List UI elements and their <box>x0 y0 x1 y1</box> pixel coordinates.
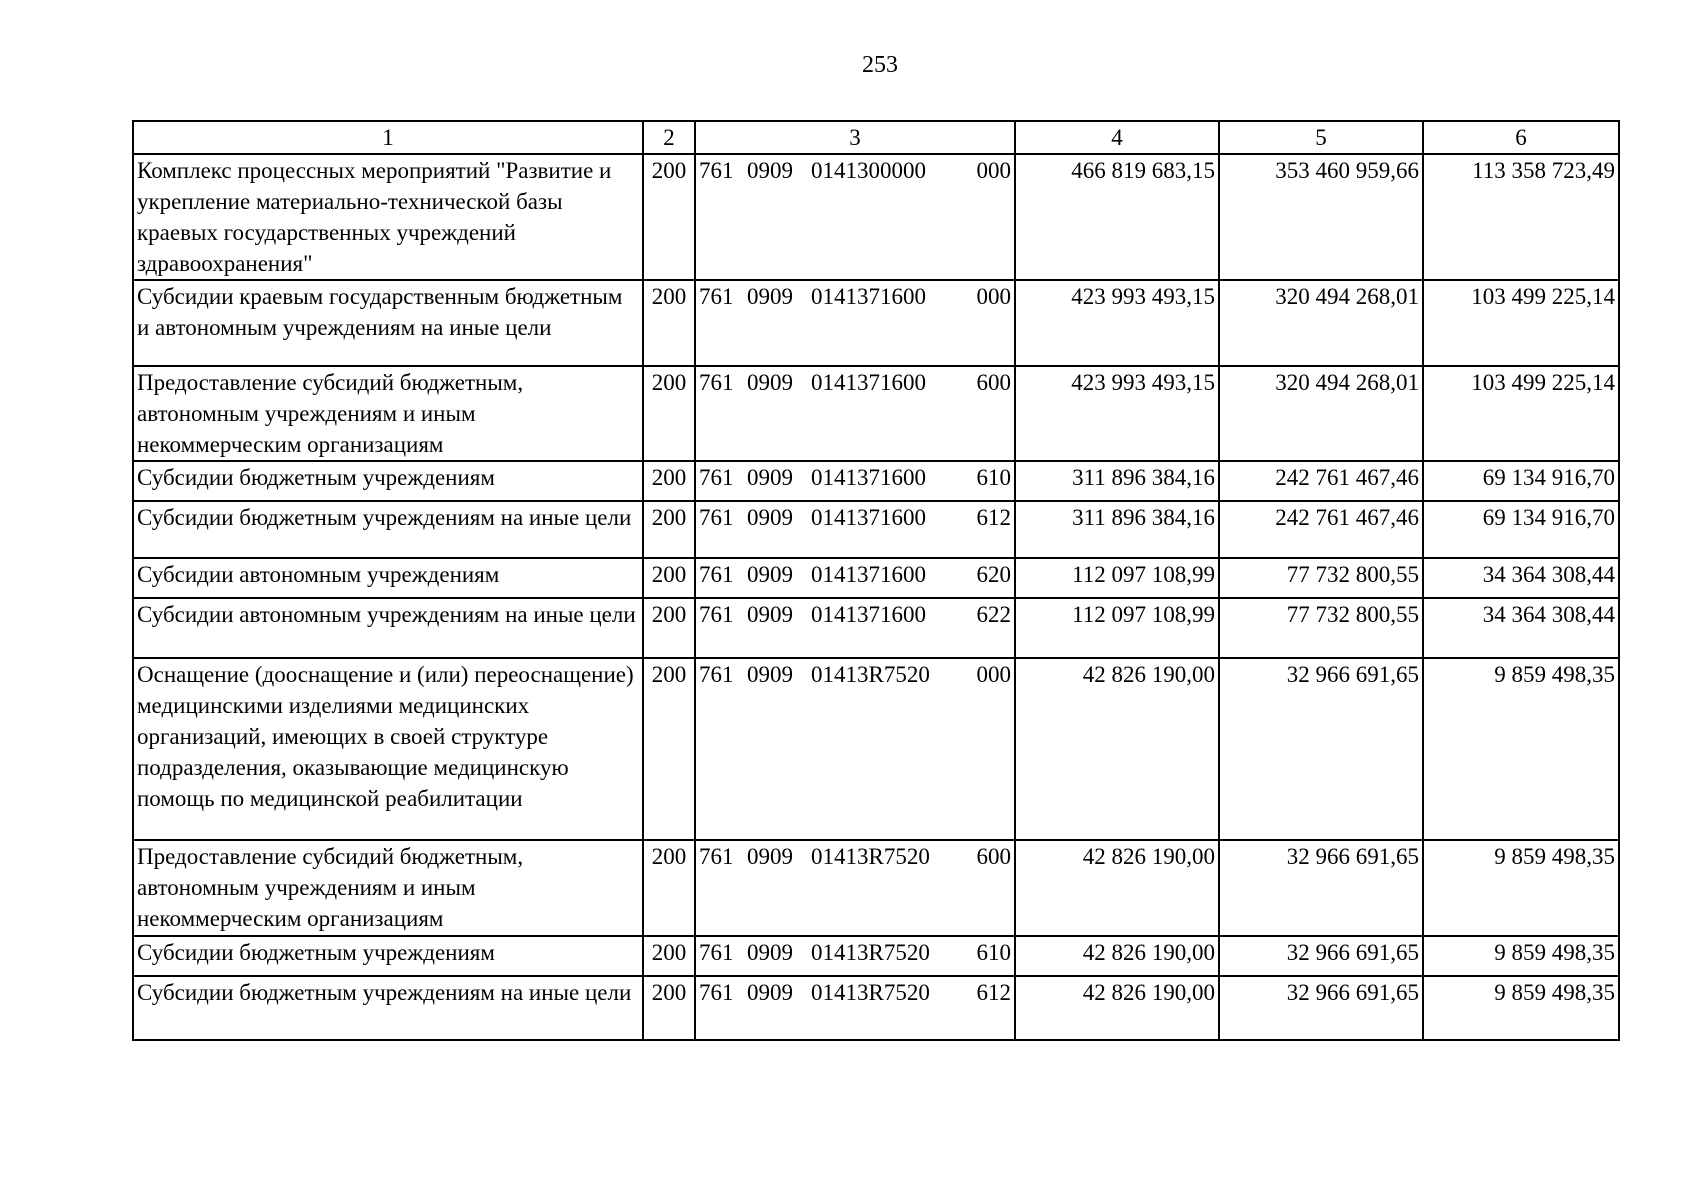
code-expense-type: 600 <box>976 370 1011 395</box>
code-expense-type: 610 <box>976 465 1011 490</box>
row-name: Предоставление субсидий бюджетным, автономным учреждениям и иным некоммерческим организациям <box>133 840 643 936</box>
code-target-article: 01413R7520 <box>811 844 930 869</box>
code-glava: 761 <box>699 158 734 183</box>
code-target-article: 0141371600 <box>811 505 926 530</box>
row-name: Оснащение (дооснащение и (или) переоснащение) медицинскими изделиями медицинских организаций, имеющих в своей структуре подразделения, оказывающие медицинскую помощь по медицинской реабилитации <box>133 658 643 840</box>
code-target-article: 01413R7520 <box>811 940 930 965</box>
row-value-6: 69 134 916,70 <box>1423 501 1619 558</box>
row-col2: 200 <box>643 461 695 501</box>
code-section: 0909 <box>747 158 793 183</box>
row-value-5: 353 460 959,66 <box>1219 154 1423 280</box>
row-code <box>695 976 1015 1040</box>
code-expense-type: 620 <box>976 562 1011 587</box>
row-code <box>695 936 1015 976</box>
row-col2: 200 <box>643 936 695 976</box>
table-row <box>133 558 1619 598</box>
code-section: 0909 <box>747 662 793 687</box>
row-name: Субсидии бюджетным учреждениям <box>133 936 643 976</box>
page-number: 253 <box>862 52 898 78</box>
row-value-6: 9 859 498,35 <box>1423 936 1619 976</box>
table-row <box>133 461 1619 501</box>
row-value-5: 77 732 800,55 <box>1219 598 1423 658</box>
code-expense-type: 610 <box>976 940 1011 965</box>
row-col2: 200 <box>643 154 695 280</box>
table-row <box>133 598 1619 658</box>
row-code <box>695 558 1015 598</box>
header-cell-1: 1 <box>133 121 643 154</box>
code-section: 0909 <box>747 370 793 395</box>
table-row <box>133 154 1619 280</box>
code-section: 0909 <box>747 844 793 869</box>
row-value-6: 103 499 225,14 <box>1423 366 1619 461</box>
code-glava: 761 <box>699 844 734 869</box>
code-section: 0909 <box>747 940 793 965</box>
code-glava: 761 <box>699 505 734 530</box>
row-value-4: 42 826 190,00 <box>1015 658 1219 840</box>
row-code <box>695 461 1015 501</box>
row-code <box>695 598 1015 658</box>
code-target-article: 01413R7520 <box>811 980 930 1005</box>
code-target-article: 0141300000 <box>811 158 926 183</box>
row-value-4: 112 097 108,99 <box>1015 598 1219 658</box>
row-value-6: 103 499 225,14 <box>1423 280 1619 366</box>
row-value-6: 113 358 723,49 <box>1423 154 1619 280</box>
header-cell-3: 3 <box>695 121 1015 154</box>
table-row <box>133 501 1619 558</box>
row-col2: 200 <box>643 976 695 1040</box>
code-section: 0909 <box>747 505 793 530</box>
code-section: 0909 <box>747 465 793 490</box>
header-cell-5: 5 <box>1219 121 1423 154</box>
row-name: Субсидии автономным учреждениям на иные цели <box>133 598 643 658</box>
code-target-article: 0141371600 <box>811 370 926 395</box>
code-target-article: 0141371600 <box>811 284 926 309</box>
code-section: 0909 <box>747 980 793 1005</box>
table-row <box>133 976 1619 1040</box>
row-value-6: 34 364 308,44 <box>1423 558 1619 598</box>
row-value-5: 320 494 268,01 <box>1219 280 1423 366</box>
code-target-article: 01413R7520 <box>811 662 930 687</box>
row-col2: 200 <box>643 366 695 461</box>
row-value-4: 311 896 384,16 <box>1015 461 1219 501</box>
header-row <box>133 121 1619 154</box>
code-expense-type: 000 <box>976 284 1011 309</box>
code-section: 0909 <box>747 562 793 587</box>
table-row <box>133 936 1619 976</box>
row-value-5: 77 732 800,55 <box>1219 558 1423 598</box>
row-name: Субсидии краевым государственным бюджетным и автономным учреждениям на иные цели <box>133 280 643 366</box>
row-value-4: 42 826 190,00 <box>1015 936 1219 976</box>
row-name: Субсидии автономным учреждениям <box>133 558 643 598</box>
row-col2: 200 <box>643 658 695 840</box>
row-name: Субсидии бюджетным учреждениям на иные цели <box>133 501 643 558</box>
code-glava: 761 <box>699 980 734 1005</box>
code-section: 0909 <box>747 284 793 309</box>
row-value-6: 9 859 498,35 <box>1423 840 1619 936</box>
code-expense-type: 612 <box>976 505 1011 530</box>
row-name: Предоставление субсидий бюджетным, автономным учреждениям и иным некоммерческим организациям <box>133 366 643 461</box>
row-code <box>695 501 1015 558</box>
code-expense-type: 612 <box>976 980 1011 1005</box>
row-col2: 200 <box>643 280 695 366</box>
row-value-5: 32 966 691,65 <box>1219 658 1423 840</box>
row-value-4: 466 819 683,15 <box>1015 154 1219 280</box>
row-value-5: 242 761 467,46 <box>1219 461 1423 501</box>
row-code <box>695 366 1015 461</box>
code-section: 0909 <box>747 602 793 627</box>
row-name: Субсидии бюджетным учреждениям <box>133 461 643 501</box>
row-value-5: 32 966 691,65 <box>1219 840 1423 936</box>
code-target-article: 0141371600 <box>811 562 926 587</box>
code-expense-type: 000 <box>976 158 1011 183</box>
table-row <box>133 366 1619 461</box>
row-col2: 200 <box>643 598 695 658</box>
table-row <box>133 280 1619 366</box>
row-value-4: 311 896 384,16 <box>1015 501 1219 558</box>
row-value-6: 9 859 498,35 <box>1423 976 1619 1040</box>
row-col2: 200 <box>643 840 695 936</box>
row-col2: 200 <box>643 558 695 598</box>
code-glava: 761 <box>699 465 734 490</box>
row-value-6: 34 364 308,44 <box>1423 598 1619 658</box>
row-value-5: 242 761 467,46 <box>1219 501 1423 558</box>
header-cell-2: 2 <box>643 121 695 154</box>
row-value-4: 112 097 108,99 <box>1015 558 1219 598</box>
table-row <box>133 840 1619 936</box>
code-glava: 761 <box>699 370 734 395</box>
code-glava: 761 <box>699 562 734 587</box>
row-code <box>695 280 1015 366</box>
code-expense-type: 600 <box>976 844 1011 869</box>
code-glava: 761 <box>699 284 734 309</box>
row-name: Субсидии бюджетным учреждениям на иные цели <box>133 976 643 1040</box>
table-row <box>133 658 1619 840</box>
header-cell-4: 4 <box>1015 121 1219 154</box>
row-name: Комплекс процессных мероприятий "Развитие и укрепление материально-технической базы краевых государственных учреждений здравоохранения" <box>133 154 643 280</box>
code-glava: 761 <box>699 602 734 627</box>
code-target-article: 0141371600 <box>811 602 926 627</box>
row-code <box>695 658 1015 840</box>
row-value-4: 42 826 190,00 <box>1015 840 1219 936</box>
code-expense-type: 622 <box>976 602 1011 627</box>
row-value-4: 423 993 493,15 <box>1015 280 1219 366</box>
row-value-5: 320 494 268,01 <box>1219 366 1423 461</box>
row-col2: 200 <box>643 501 695 558</box>
code-expense-type: 000 <box>976 662 1011 687</box>
budget-table <box>132 120 1620 1041</box>
header-cell-6: 6 <box>1423 121 1619 154</box>
code-target-article: 0141371600 <box>811 465 926 490</box>
code-glava: 761 <box>699 940 734 965</box>
row-value-4: 423 993 493,15 <box>1015 366 1219 461</box>
row-code <box>695 154 1015 280</box>
row-value-5: 32 966 691,65 <box>1219 936 1423 976</box>
row-code <box>695 840 1015 936</box>
row-value-5: 32 966 691,65 <box>1219 976 1423 1040</box>
row-value-6: 9 859 498,35 <box>1423 658 1619 840</box>
code-glava: 761 <box>699 662 734 687</box>
row-value-6: 69 134 916,70 <box>1423 461 1619 501</box>
row-value-4: 42 826 190,00 <box>1015 976 1219 1040</box>
